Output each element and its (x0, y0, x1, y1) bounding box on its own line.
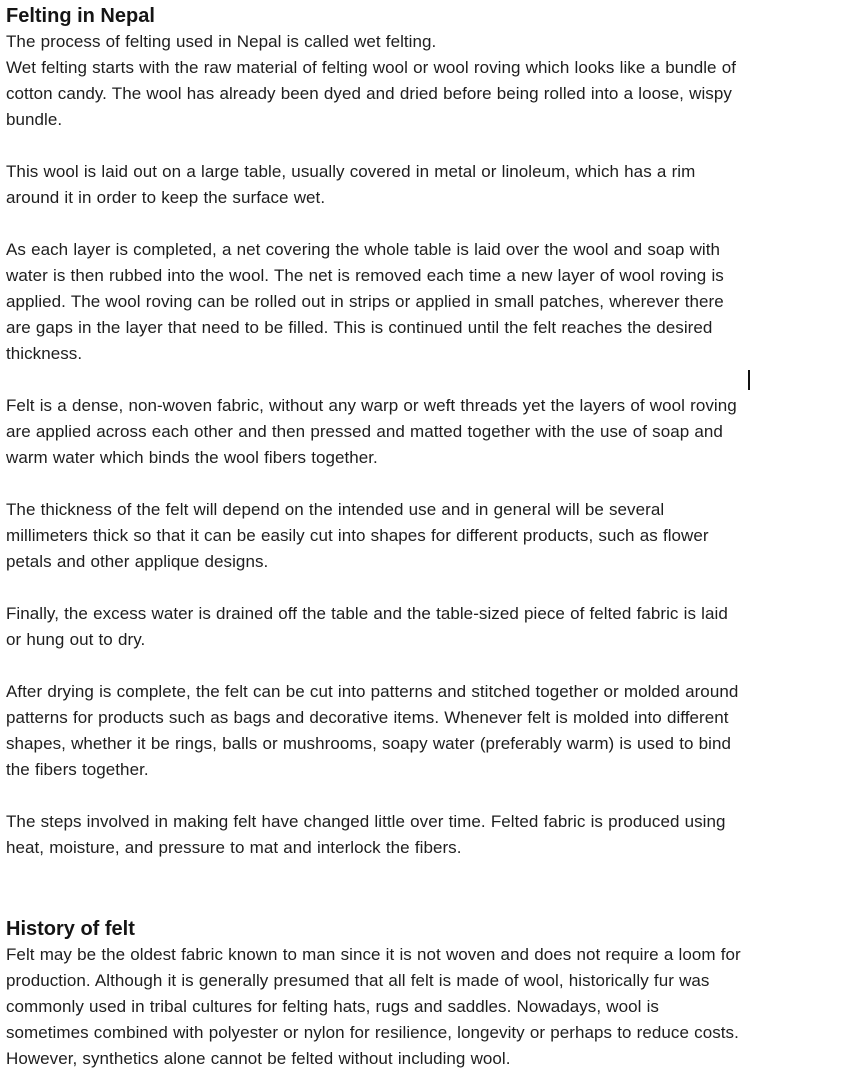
text-line: Finally, the excess water is drained off the table and the table-sized piece of felted fabric is laid (6, 604, 728, 623)
paragraph-steps (6, 809, 852, 861)
text-line: production. Although it is generally presumed that all felt is made of wool, historically fur was (6, 971, 710, 990)
section-spacer (6, 861, 852, 913)
paragraph-dense-fabric (6, 393, 852, 471)
paragraph-spacer (6, 783, 852, 809)
paragraph-spacer (6, 471, 852, 497)
text-line: bundle. (6, 110, 63, 129)
text-line: shapes, whether it be rings, balls or mushrooms, soapy water (preferably warm) is used to bind (6, 734, 732, 753)
text-line: Felt may be the oldest fabric known to man since it is not woven and does not require a loom for (6, 945, 741, 964)
text-line: are applied across each other and then pressed and matted together with the use of soap and (6, 422, 723, 441)
text-line: This wool is laid out on a large table, usually covered in metal or linoleum, which has a rim (6, 162, 696, 181)
text-line: patterns for products such as bags and decorative items. Whenever felt is molded into different (6, 708, 729, 727)
text-line: Wet felting starts with the raw material of felting wool or wool roving which looks like a bundle of (6, 58, 737, 77)
text-line: The steps involved in making felt have changed little over time. Felted fabric is produced using (6, 812, 726, 831)
paragraph-spacer (6, 367, 852, 393)
paragraph-history (6, 942, 852, 1072)
paragraph-spacer (6, 133, 852, 159)
section-title-felting-in-nepal: Felting in Nepal (6, 5, 155, 27)
text-line: thickness. (6, 344, 83, 363)
text-line: After drying is complete, the felt can be cut into patterns and stitched together or molded around (6, 682, 739, 701)
paragraph-process (6, 29, 852, 133)
text-line: The process of felting used in Nepal is called wet felting. (6, 32, 437, 51)
paragraph-layers (6, 237, 852, 367)
text-line: sometimes combined with polyester or nylon for resilience, longevity or perhaps to reduce costs. (6, 1023, 739, 1042)
paragraph-thickness (6, 497, 852, 575)
text-line: water is then rubbed into the wool. The net is removed each time a new layer of wool roving is (6, 266, 724, 285)
text-line: commonly used in tribal cultures for felting hats, rugs and saddles. Nowadays, wool is (6, 997, 659, 1016)
text-line: or hung out to dry. (6, 630, 146, 649)
paragraph-spacer (6, 575, 852, 601)
text-line: are gaps in the layer that need to be filled. This is continued until the felt reaches the desired (6, 318, 713, 337)
text-line: cotton candy. The wool has already been dyed and dried before being rolled into a loose, wispy (6, 84, 732, 103)
text-line: millimeters thick so that it can be easily cut into shapes for different products, such as flower (6, 526, 709, 545)
paragraph-after-drying (6, 679, 852, 783)
text-line: the fibers together. (6, 760, 149, 779)
paragraph-spacer (6, 653, 852, 679)
section-title-history-of-felt: History of felt (6, 918, 135, 940)
text-line: Felt is a dense, non-woven fabric, without any warp or weft threads yet the layers of wool roving (6, 396, 737, 415)
text-line: warm water which binds the wool fibers together. (6, 448, 378, 467)
paragraph-table (6, 159, 852, 211)
text-line: around it in order to keep the surface wet. (6, 188, 326, 207)
text-line: However, synthetics alone cannot be felted without including wool. (6, 1049, 511, 1068)
text-line: The thickness of the felt will depend on the intended use and in general will be several (6, 500, 665, 519)
text-line: applied. The wool roving can be rolled out in strips or applied in small patches, wherever there (6, 292, 724, 311)
document-page (6, 0, 852, 1072)
text-line: petals and other applique designs. (6, 552, 269, 571)
text-line: heat, moisture, and pressure to mat and interlock the fibers. (6, 838, 462, 857)
paragraph-spacer (6, 211, 852, 237)
text-line: As each layer is completed, a net covering the whole table is laid over the wool and soap with (6, 240, 721, 259)
paragraph-drying (6, 601, 852, 653)
text-cursor[interactable] (748, 370, 750, 390)
